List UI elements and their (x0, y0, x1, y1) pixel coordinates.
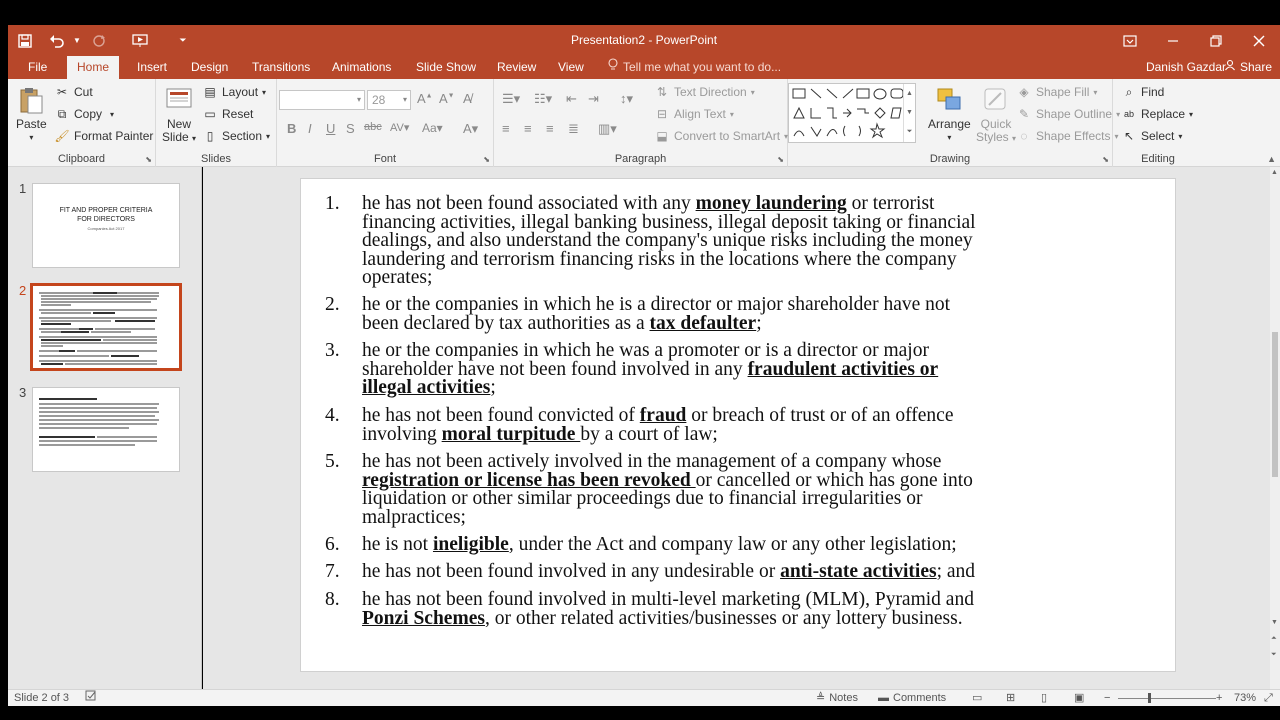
letterbox-top (0, 0, 1280, 25)
quick-styles-dropdown-icon: ▾ (1012, 134, 1017, 143)
highlighted-keyword: illegal activities (362, 377, 491, 399)
reset-label: Reset (222, 107, 254, 121)
list-item-line (362, 248, 1062, 270)
shape-effects-label: Shape Effects (1036, 129, 1111, 143)
list-item-text (362, 536, 1062, 555)
list-item-segment: liquidation or other similar proceedings due to financial irregularities or (362, 488, 923, 510)
list-item-segment: or breach of trust or of an offence (686, 405, 954, 426)
highlighted-keyword: money laundering (695, 193, 847, 214)
convert-smartart-label: Convert to SmartArt (674, 129, 781, 143)
quick-styles-label-line1: Quick (980, 117, 1012, 131)
paragraph-launcher-icon[interactable]: ⬊ (777, 155, 784, 164)
arrange-dropdown-icon: ▾ (947, 133, 952, 142)
align-left-icon[interactable]: ≡ (502, 121, 510, 136)
shape-effects-icon: ◌ (1020, 129, 1028, 143)
shape-fill-button[interactable] (1016, 83, 1097, 101)
new-slide-icon (164, 85, 194, 115)
shape-outline-label: Shape Outline (1036, 107, 1113, 121)
list-item-text (362, 563, 1062, 582)
bullets-icon[interactable]: ☰▾ (502, 91, 521, 106)
group-drawing (788, 79, 1121, 167)
drawing-group-label: Drawing (929, 153, 971, 165)
increase-indent-icon[interactable]: ⇥ (588, 91, 599, 106)
group-paragraph (494, 79, 788, 167)
current-slide[interactable] (300, 178, 1176, 672)
list-item-line (362, 312, 1062, 334)
previous-slide-icon[interactable]: ⏶ (1271, 635, 1277, 642)
list-item-segment: he is not (362, 534, 433, 555)
scissors-icon: ✂ (56, 85, 68, 99)
paste-button[interactable] (16, 85, 47, 144)
notes-label: Notes (829, 692, 858, 704)
list-item-segment: operates; (362, 267, 433, 289)
list-item-segment: ; (490, 377, 496, 399)
align-center-icon[interactable]: ≡ (524, 121, 532, 136)
editing-group-label: Editing (1141, 153, 1175, 165)
ribbon-tabs (8, 56, 1280, 79)
list-item-segment: or terrorist (846, 193, 935, 214)
list-item-line (362, 536, 1062, 555)
ribbon-display-icon[interactable] (1108, 25, 1151, 56)
undo-icon[interactable] (42, 25, 72, 56)
scroll-down-icon[interactable]: ▼ (1271, 619, 1278, 626)
pencil-icon: ✎ (1018, 107, 1030, 121)
paintbrush-icon: 🖌 (54, 129, 70, 143)
minimize-icon[interactable] (1151, 25, 1194, 56)
start-from-beginning-icon[interactable] (124, 25, 158, 56)
list-item-segment: laundering and terrorism financing risks in the locations where the company (362, 248, 957, 270)
paste-label: Paste (16, 117, 47, 131)
next-slide-icon[interactable]: ⏷ (1271, 651, 1277, 658)
shape-fill-label: Shape Fill (1036, 85, 1090, 99)
list-item-number: 4. (325, 405, 340, 426)
shape-fill-dropdown-icon: ▾ (1093, 87, 1098, 97)
list-item-segment: , under the Act and company law or any other legislation; (508, 534, 957, 555)
scrollbar-thumb[interactable] (1272, 332, 1278, 477)
zoom-out-icon[interactable]: − (1104, 692, 1111, 704)
section-label: Section (222, 129, 263, 143)
align-text-label: Align Text (674, 107, 726, 121)
text-direction-dropdown-icon: ▾ (750, 87, 755, 97)
list-item-segment: , or other related activities/businesses or any lottery business. (484, 607, 963, 629)
thumbnail-title-line2: FOR DIRECTORS (77, 216, 135, 223)
list-item-number: 2. (325, 294, 340, 315)
font-name-dropdown-icon: ▾ (356, 95, 361, 104)
format-painter-label: Format Painter (74, 129, 154, 143)
layout-label: Layout (222, 85, 259, 99)
clipboard-group-label: Clipboard (57, 153, 106, 165)
zoom-slider[interactable] (1118, 698, 1216, 699)
tab-slide-show[interactable]: Slide Show (416, 60, 477, 74)
list-item-text (362, 407, 1062, 444)
slide-thumbnail-1[interactable] (32, 183, 180, 268)
text-direction-button[interactable] (654, 83, 755, 101)
redo-icon[interactable] (82, 25, 116, 56)
highlighted-keyword: fraud (639, 405, 687, 426)
smartart-icon: ⬓ (656, 129, 668, 143)
list-item-segment: by a court of law; (580, 423, 718, 445)
shape-outline-button[interactable] (1016, 105, 1120, 123)
save-icon[interactable] (8, 25, 42, 56)
underline-icon[interactable]: U (326, 121, 336, 136)
scroll-up-icon[interactable]: ▲ (1271, 169, 1278, 176)
list-item-segment: or cancelled or which has gone into (695, 469, 973, 491)
share-button[interactable] (1224, 56, 1272, 79)
new-slide-button[interactable] (162, 85, 196, 145)
slide-counter[interactable] (14, 690, 97, 707)
thumbnail-number-1: 1 (19, 181, 27, 196)
italic-icon[interactable]: I (308, 121, 312, 136)
list-item-line (362, 490, 1062, 509)
reading-view-icon[interactable]: ▯ (1041, 692, 1048, 704)
notes-button[interactable] (816, 690, 858, 707)
slide-sorter-icon[interactable]: ⊞ (1006, 692, 1016, 704)
slide-counter-text: Slide 2 of 3 (14, 692, 70, 704)
quick-styles-button[interactable] (976, 85, 1016, 145)
copy-icon: ⧉ (57, 107, 67, 121)
list-item-text (362, 195, 1062, 288)
zoom-in-icon[interactable]: + (1216, 692, 1223, 704)
reset-icon: ▭ (204, 107, 216, 121)
zoom-level[interactable]: 73% (1234, 692, 1257, 704)
align-right-icon[interactable]: ≡ (546, 121, 554, 136)
section-button[interactable] (202, 127, 270, 145)
list-item-segment: shareholder have not been found involved in any (362, 358, 748, 380)
list-item-text (362, 453, 1062, 527)
list-item-segment: financing activities, illegal banking business, illegal deposit taking or financial (362, 211, 976, 233)
highlighted-keyword: fraudulent activities or (747, 358, 939, 380)
quick-styles-icon (981, 85, 1011, 115)
list-item-number: 8. (325, 589, 340, 610)
list-item-segment: he has not been found involved in multi-level marketing (MLM), Pyramid and (362, 589, 974, 610)
lightbulb-icon (608, 56, 618, 79)
paste-icon (16, 85, 46, 115)
group-editing (1113, 79, 1203, 167)
list-item-number: 6. (325, 534, 340, 555)
cut-label: Cut (74, 85, 93, 99)
list-item-line (362, 563, 1062, 582)
highlighted-keyword: anti-state activities (780, 561, 937, 582)
highlighted-keyword: tax defaulter (649, 312, 757, 334)
tell-me-box[interactable] (608, 56, 781, 79)
shape-effects-dropdown-icon: ▾ (1114, 131, 1119, 141)
layout-button[interactable] (202, 83, 266, 101)
share-label: Share (1239, 60, 1272, 74)
notes-icon: ≜ (816, 692, 826, 704)
find-label: Find (1141, 85, 1165, 99)
list-item-line (362, 506, 1062, 528)
tell-me-text: Tell me what you want to do... (623, 60, 782, 74)
tab-insert[interactable]: Insert (137, 60, 168, 74)
select-label: Select (1141, 129, 1175, 143)
status-bar (8, 689, 1280, 706)
list-item-segment: he has not been found involved in any undesirable or (362, 561, 781, 582)
copy-button[interactable] (54, 105, 114, 123)
copy-label: Copy (74, 107, 103, 121)
align-text-button[interactable] (654, 105, 734, 123)
cursor-icon: ↖ (1123, 129, 1135, 143)
justify-icon[interactable]: ≣ (568, 121, 579, 136)
slides-group-label: Slides (201, 153, 231, 165)
list-item-number: 1. (325, 193, 340, 214)
list-item-segment: been declared by tax authorities as a (362, 312, 650, 334)
paint-bucket-icon: ◈ (1019, 85, 1029, 99)
drawing-launcher-icon[interactable]: ⬊ (1102, 155, 1109, 164)
text-direction-label: Text Direction (674, 85, 747, 99)
font-size-box[interactable] (367, 90, 411, 110)
group-clipboard (8, 79, 156, 167)
decrease-font-icon[interactable]: A▼ (439, 91, 455, 106)
list-item-segment: involving (362, 423, 442, 445)
list-item-segment: he has not been found associated with any (362, 193, 696, 214)
list-item-segment: he has not been found convicted of (362, 405, 640, 426)
list-item-line (362, 607, 1062, 629)
align-text-dropdown-icon: ▾ (729, 109, 734, 119)
list-item-number: 7. (325, 561, 340, 582)
arrange-button[interactable] (928, 85, 971, 144)
font-group-label: Font (373, 153, 396, 165)
paragraph-group-label: Paragraph (614, 153, 667, 165)
comments-icon: ▬ (878, 692, 889, 704)
decrease-indent-icon[interactable]: ⇤ (566, 91, 577, 106)
text-direction-icon: ⇅ (656, 85, 668, 99)
new-slide-dropdown-icon: ▾ (192, 134, 197, 143)
restore-icon[interactable] (1194, 25, 1237, 56)
columns-icon[interactable]: ▥▾ (598, 121, 617, 136)
shape-effects-button[interactable] (1016, 127, 1119, 145)
select-button[interactable] (1121, 127, 1182, 145)
font-size-dropdown-icon: ▾ (402, 95, 407, 104)
list-item-number: 5. (325, 451, 340, 472)
character-spacing-icon[interactable]: AV▾ (390, 122, 410, 134)
bold-icon[interactable]: B (287, 121, 297, 136)
list-item-segment: he or the companies in which he is a director or major shareholder have not (362, 294, 951, 315)
text-shadow-icon[interactable]: S (346, 121, 355, 136)
list-item-text (362, 342, 1062, 398)
clipboard-launcher-icon[interactable]: ⬊ (145, 155, 152, 164)
letterbox-bottom (0, 706, 1280, 720)
font-launcher-icon[interactable]: ⬊ (483, 155, 490, 164)
customize-qat-icon[interactable]: ⏷ (179, 35, 187, 45)
tab-view[interactable]: View (558, 60, 584, 74)
highlighted-keyword: ineligible (432, 534, 509, 555)
reset-button[interactable] (202, 105, 253, 123)
replace-dropdown-icon: ▾ (1189, 109, 1194, 119)
new-slide-label-line2: Slide (162, 130, 189, 144)
undo-dropdown-icon[interactable]: ▼ (73, 36, 81, 45)
thumbnail-number-3: 3 (19, 385, 27, 400)
replace-button[interactable] (1121, 105, 1193, 123)
layout-icon: ▤ (204, 85, 216, 99)
list-item-line (362, 379, 1062, 398)
cut-button[interactable] (54, 83, 93, 101)
list-item-line (362, 269, 1062, 288)
list-item-segment: dealings, and also understand the company's unique risks including the money (362, 230, 973, 252)
increase-font-icon[interactable]: A▲ (417, 91, 433, 106)
align-text-icon: ⊟ (656, 107, 668, 121)
arrange-label: Arrange (928, 117, 971, 131)
ribbon-home (8, 79, 1280, 167)
quick-styles-label-line2: Styles (976, 130, 1009, 144)
highlighted-keyword: registration or license has been revoked (362, 469, 696, 491)
user-name[interactable]: Danish Gazdar (1145, 60, 1226, 74)
section-icon: ▯ (206, 129, 214, 143)
magnifier-icon: ⌕ (1125, 85, 1133, 99)
convert-smartart-button[interactable] (654, 127, 788, 145)
thumbnail-number-2: 2 (19, 283, 27, 298)
list-item-segment: ; (756, 312, 762, 334)
shape-outline-dropdown-icon: ▾ (1116, 109, 1121, 119)
window-controls (1108, 25, 1280, 56)
slide-show-icon[interactable]: ▣ (1074, 692, 1085, 704)
font-color-icon[interactable]: A▾ (463, 121, 479, 136)
list-item-segment: ; and (936, 561, 976, 582)
fit-slide-icon[interactable]: ⤢ (1264, 692, 1273, 704)
thumbnail-subtitle: Companies Act 2017 (87, 226, 125, 231)
highlighted-keyword: moral turpitude (441, 423, 581, 445)
title-bar (8, 25, 1280, 56)
vertical-scrollbar[interactable] (1270, 167, 1280, 689)
quick-access-toolbar (8, 25, 200, 56)
normal-view-icon[interactable]: ▭ (972, 692, 983, 704)
change-case-icon[interactable]: Aa▾ (422, 121, 443, 135)
list-item-text (362, 591, 1062, 628)
close-icon[interactable] (1237, 25, 1280, 56)
person-icon (1224, 56, 1236, 79)
tab-review[interactable]: Review (497, 60, 537, 74)
slide-thumbnail-2[interactable] (30, 283, 182, 371)
zoom-slider-handle[interactable] (1148, 693, 1151, 703)
tab-design[interactable]: Design (191, 60, 229, 74)
group-slides (156, 79, 277, 167)
list-item-text (362, 296, 1062, 333)
list-item-number: 3. (325, 340, 340, 361)
list-item-segment: he has not been actively involved in the management of a company whose (362, 451, 942, 472)
list-item-segment: he or the companies in which he was a promoter or is a director or major (362, 340, 929, 361)
find-button[interactable] (1121, 83, 1164, 101)
list-item-segment: malpractices; (362, 506, 466, 528)
collapse-ribbon-icon[interactable]: ▲ (1267, 154, 1276, 164)
new-slide-label-line1: New (167, 117, 192, 131)
font-size-value: 28 (372, 93, 386, 107)
comments-button[interactable] (878, 690, 946, 707)
line-spacing-icon[interactable]: ↕▾ (620, 91, 634, 106)
shapes-gallery-scroll[interactable]: ▲ ▼ ⏷ (903, 84, 915, 142)
strikethrough-icon[interactable]: abc (364, 121, 382, 133)
slide-thumbnail-pane (8, 167, 202, 689)
thumbnail-title-line1: FIT AND PROPER CRITERIA (59, 207, 153, 214)
format-painter-button[interactable] (54, 127, 153, 145)
convert-smartart-dropdown-icon: ▾ (784, 131, 789, 141)
tab-file[interactable]: File (28, 60, 48, 74)
list-item-line (362, 423, 1062, 445)
clear-formatting-icon[interactable]: A̸ (463, 91, 472, 106)
tab-animations[interactable]: Animations (332, 60, 392, 74)
tab-home[interactable]: Home (67, 56, 119, 79)
paste-dropdown-icon: ▾ (29, 133, 34, 142)
layout-dropdown-icon: ▾ (262, 87, 267, 97)
section-dropdown-icon: ▾ (266, 131, 271, 141)
highlighted-keyword: Ponzi Schemes (362, 607, 485, 629)
thumbnail-title (33, 206, 179, 224)
copy-dropdown-icon: ▾ (110, 109, 115, 119)
group-font (277, 79, 494, 167)
numbering-icon[interactable]: ☷▾ (534, 91, 553, 106)
arrange-icon (934, 85, 964, 115)
replace-icon: ab (1123, 109, 1134, 119)
window-title: Presentation2 - PowerPoint (570, 33, 718, 47)
shapes-gallery[interactable] (788, 83, 916, 143)
tab-transitions[interactable]: Transitions (252, 60, 311, 74)
comments-label: Comments (893, 692, 947, 704)
font-name-box[interactable] (279, 90, 365, 110)
select-dropdown-icon: ▾ (1178, 131, 1183, 141)
slide-thumbnail-3[interactable] (32, 387, 180, 472)
replace-label: Replace (1141, 107, 1186, 121)
